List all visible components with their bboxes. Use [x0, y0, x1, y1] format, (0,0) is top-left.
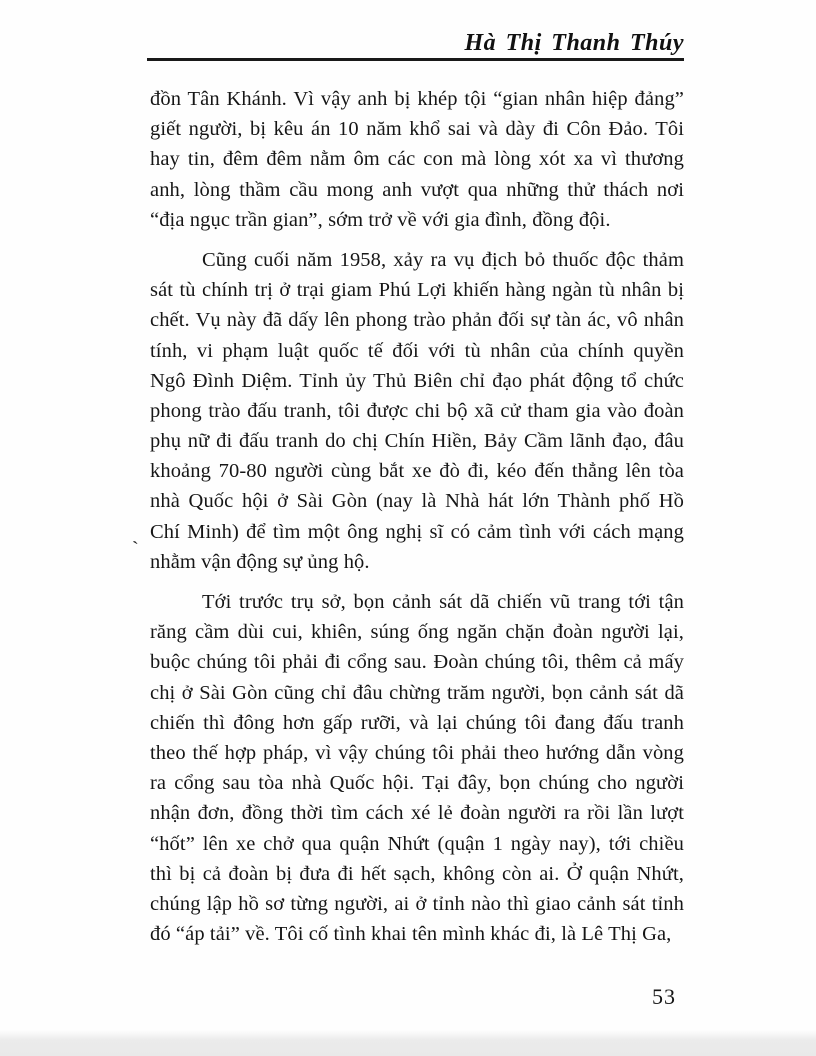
text-line: Cũng cuối năm 1958, xảy ra vụ địch bỏ thuốc độc thảm: [202, 248, 684, 271]
text-line: buộc chúng tôi phải đi cổng sau. Đoàn chúng tôi, thêm cả mấy: [150, 651, 684, 674]
text-line: thì bị cả đoàn bị đưa đi hết sạch, không còn ai. Ở quận Nhứt,: [150, 862, 684, 885]
text-line: răng cầm dùi cui, khiên, súng ống ngăn chặn đoàn người lại,: [150, 621, 684, 644]
text-line: chị ở Sài Gòn cũng chỉ đâu chừng trăm người, bọn cảnh sát dã: [150, 681, 684, 704]
paragraph: [150, 587, 684, 949]
scan-stray-mark: ˋ: [131, 537, 142, 561]
text-line: anh, lòng thầm cầu mong anh vượt qua những thử thách nơi: [150, 178, 684, 201]
paragraph: [150, 84, 684, 235]
text-line: tính, vi phạm luật quốc tế đối với tù nhân của chính quyền: [150, 339, 684, 362]
running-header: [147, 30, 684, 61]
text-line: chiến thì đông hơn gấp rưỡi, và lại chúng tôi đang đấu tranh: [150, 711, 684, 734]
text-line: nhằm vận động sự ủng hộ.: [150, 550, 370, 573]
scan-edge-shading: [0, 1030, 816, 1056]
text-line: khoảng 70-80 người cùng bắt xe đò đi, kéo đến thẳng lên tòa: [150, 460, 684, 483]
page-number: 53: [652, 984, 676, 1009]
body-text: [150, 84, 684, 949]
header-author-name: Hà Thị Thanh Thúy: [464, 30, 684, 56]
text-line: nhà Quốc hội ở Sài Gòn (nay là Nhà hát lớn Thành phố Hồ: [150, 490, 684, 513]
text-line: chết. Vụ này đã dấy lên phong trào phản đối sự tàn ác, vô nhân: [150, 309, 684, 332]
text-line: Chí Minh) để tìm một ông nghị sĩ có cảm tình với cách mạng: [150, 520, 684, 543]
text-line: Tới trước trụ sở, bọn cảnh sát dã chiến vũ trang tới tận: [202, 591, 684, 613]
text-line: phụ nữ đi đấu tranh do chị Chín Hiền, Bảy Cầm lãnh đạo, đâu: [150, 430, 684, 453]
text-line: đồn Tân Khánh. Vì vậy anh bị khép tội “gian nhân hiệp đảng”: [150, 88, 684, 110]
paragraph: [150, 245, 684, 577]
text-line: giết người, bị kêu án 10 năm khổ sai và dày đi Côn Đảo. Tôi: [150, 118, 684, 141]
text-line: theo thế hợp pháp, vì vậy chúng tôi phải theo hướng dẫn vòng: [150, 741, 684, 764]
text-line: phong trào đấu tranh, tôi được chi bộ xã cử tham gia vào đoàn: [150, 399, 684, 422]
text-line: nhận đơn, đồng thời tìm cách xé lẻ đoàn người ra rồi lần lượt: [150, 802, 684, 825]
text-line: “hốt” lên xe chở qua quận Nhứt (quận 1 ngày nay), tới chiều: [150, 832, 684, 855]
text-line: ra cổng sau tòa nhà Quốc hội. Tại đây, bọn chúng cho người: [150, 772, 684, 795]
text-line: “địa ngục trần gian”, sớm trở về với gia đình, đồng đội.: [150, 208, 611, 231]
text-line: sát tù chính trị ở trại giam Phú Lợi khiến hàng ngàn tù nhân bị: [150, 279, 684, 302]
text-line: hay tin, đêm đêm nằm ôm các con mà lòng xót xa vì thương: [150, 148, 684, 171]
text-line: chúng lập hồ sơ từng người, ai ở tỉnh nào thì giao cảnh sát tỉnh: [150, 892, 684, 915]
text-line: Ngô Đình Diệm. Tỉnh ủy Thủ Biên chỉ đạo phát động tổ chức: [150, 369, 684, 392]
text-line: đó “áp tải” về. Tôi cố tình khai tên mình khác đi, là Lê Thị Ga,: [150, 923, 672, 946]
